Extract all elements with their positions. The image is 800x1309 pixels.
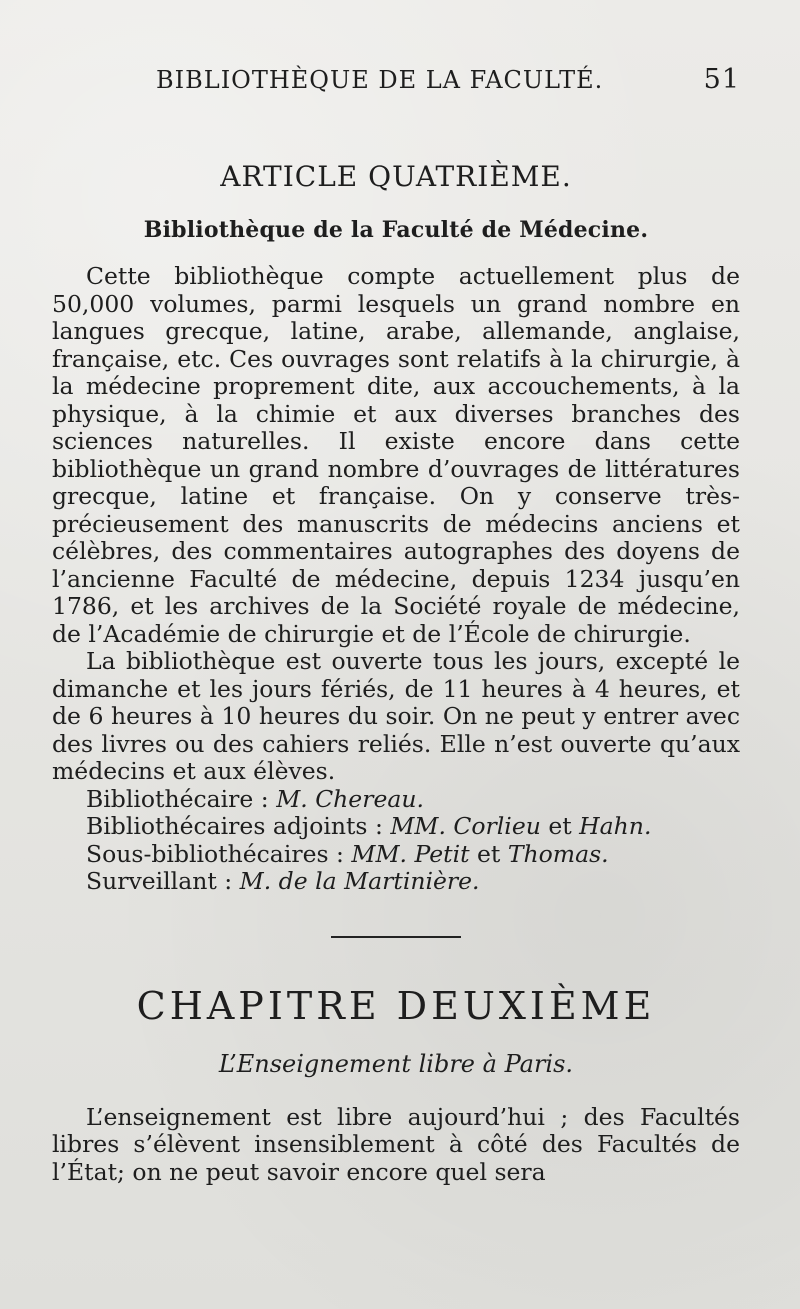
staff-librarian xyxy=(86,786,740,814)
article-paragraph-2: La bibliothèque est ouverte tous les jours, excepté le dimanche et les jours fériés, de 11 heures à 4 heures, et de 6 heures à 10 heures du soir. On ne peut y entrer avec des livres ou des cahiers reliés. Elle n’est ouverte qu’aux médecins et aux élèves. xyxy=(52,647,740,785)
staff-sublibrarian-label: Sous-bibliothécaires : xyxy=(86,839,352,868)
staff-librarian-label: Bibliothécaire : xyxy=(86,784,277,813)
running-head xyxy=(52,58,740,98)
page-content xyxy=(52,58,740,1186)
staff-sublibrarian-name-1: MM. Petit xyxy=(351,839,470,868)
chapter-heading: CHAPITRE DEUXIÈME xyxy=(136,983,656,1028)
staff-supervisor xyxy=(86,868,740,896)
staff-list xyxy=(52,786,740,896)
staff-assistant-label: Bibliothécaires adjoints : xyxy=(86,812,391,840)
section-separator xyxy=(331,936,461,938)
article-subheading: Bibliothèque de la Faculté de Médecine. xyxy=(143,217,649,243)
staff-assistant-name-1: MM. Corlieu xyxy=(390,812,541,840)
article-paragraph-1: Cette bibliothèque compte actuellement plus de 50,000 volumes, parmi lesquels un grand nombre en langues grecque, latine, arabe, allemande, anglaise, française, etc. Ces ouvrages sont relatifs à la chirurgie, à la médecine proprement dite, aux accouchements, à la physique, à la chimie et aux diverses branches des sciences naturelles. Il existe encore dans cette bibliothèque un grand nombre d’ouvrages de littératures grecque, latine et française. On y conserve très-précieusement des manuscrits de médecins anciens et célèbres, des commentaires autographes des doyens de l’ancienne Faculté de médecine, depuis 1234 jusqu’en 1786, et les archives de la Société royale de médecine, de l’Académie de chirurgie et de l’École de chirurgie. xyxy=(52,262,740,648)
chapter-body xyxy=(52,1104,740,1187)
page-number: 51 xyxy=(703,64,740,95)
staff-assistant-librarians xyxy=(86,813,740,841)
staff-sublibrarians xyxy=(86,841,740,869)
staff-supervisor-label: Surveillant : xyxy=(86,867,240,895)
article-body xyxy=(52,263,740,786)
staff-librarian-name: M. Chereau. xyxy=(276,784,424,813)
staff-assistant-name-2: Hahn. xyxy=(579,812,652,840)
chapter-paragraph: L’enseignement est libre aujourd’hui ; des Facultés libres s’élèvent insensiblement à côté des Facultés de l’État; on ne peut savoir encore quel sera xyxy=(52,1102,740,1186)
staff-sublibrarian-name-2: Thomas. xyxy=(507,839,609,868)
staff-supervisor-name: M. de la Martinière. xyxy=(239,867,480,895)
chapter-subheading: L’Enseignement libre à Paris. xyxy=(218,1049,574,1078)
article-heading: ARTICLE QUATRIÈME. xyxy=(220,160,572,193)
staff-sublibrarian-conjunction: et xyxy=(469,839,508,868)
staff-assistant-conjunction: et xyxy=(540,812,580,840)
running-head-title: BIBLIOTHÈQUE DE LA FACULTÉ. xyxy=(156,66,604,94)
